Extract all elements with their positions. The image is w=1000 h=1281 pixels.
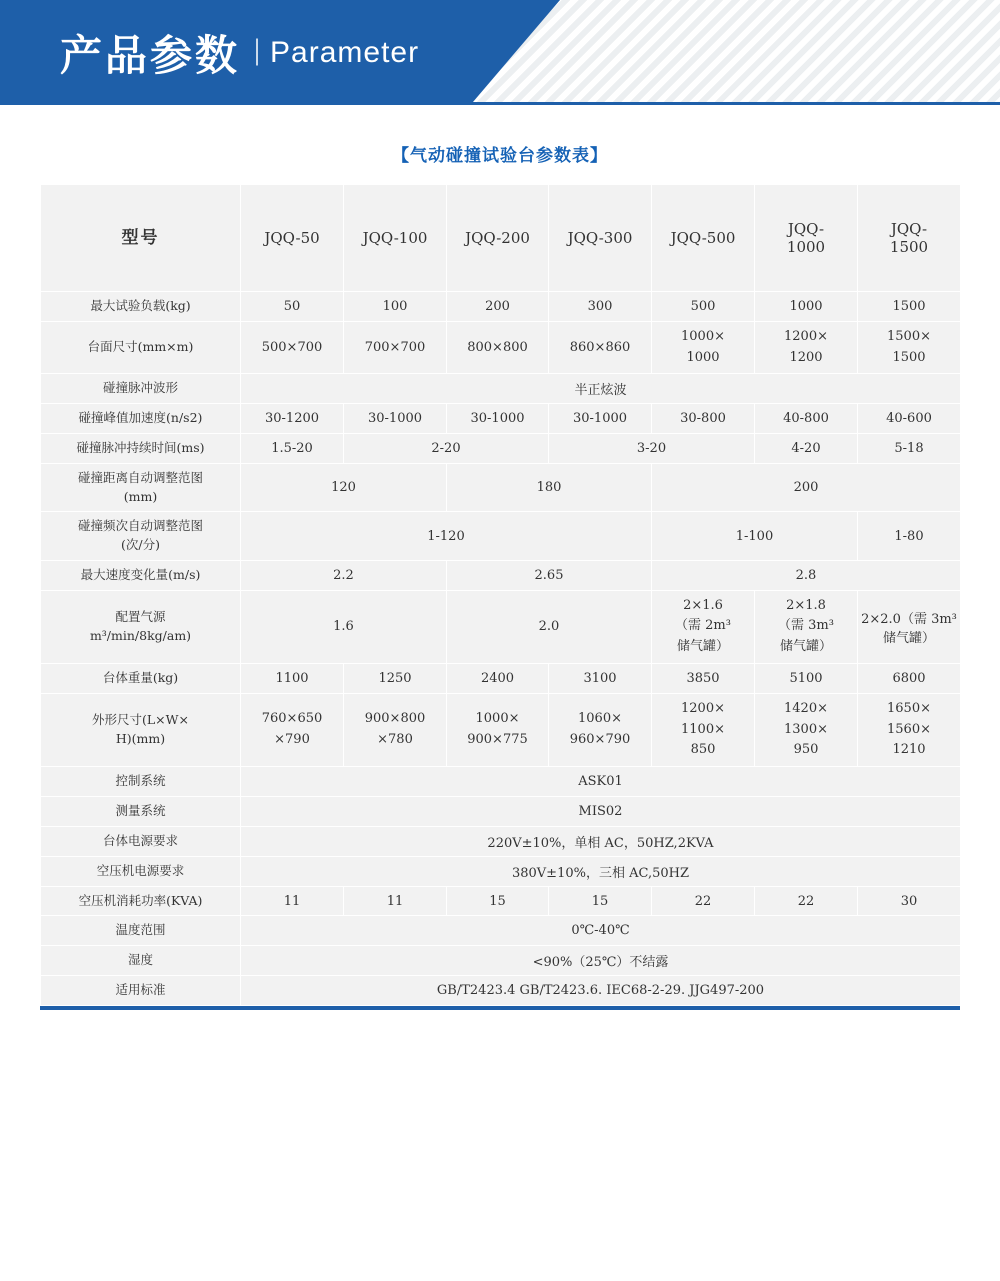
table-cell: 1.5-20 <box>241 434 344 464</box>
table-cell: 220V±10%，单相 AC，50HZ,2KVA <box>241 826 961 856</box>
model-header-cell: 型号 <box>41 185 241 292</box>
model-column-header: JQQ-300 <box>549 185 652 292</box>
table-cell: GB/T2423.4 GB/T2423.6. IEC68-2-29. JJG497-200 <box>241 976 961 1006</box>
row-label: 碰撞距离自动调整范图 (mm) <box>41 463 241 512</box>
table-cell: 5-18 <box>858 434 961 464</box>
table-cell: MIS02 <box>241 796 961 826</box>
table-cell: 2.65 <box>447 560 652 590</box>
table-cell: 1000 <box>755 292 858 322</box>
model-column-header: JQQ-500 <box>652 185 755 292</box>
table-cell: 1000× 1000 <box>652 321 755 374</box>
table-row <box>41 404 961 434</box>
table-cell: 200 <box>447 292 549 322</box>
table-cell: 2-20 <box>344 434 549 464</box>
row-label: 碰撞频次自动调整范图 (次/分) <box>41 512 241 561</box>
spec-table <box>40 184 961 1006</box>
table-row <box>41 321 961 374</box>
table-row <box>41 434 961 464</box>
table-row <box>41 767 961 797</box>
table-cell: 800×800 <box>447 321 549 374</box>
table-cell: 30 <box>858 886 961 916</box>
table-cell: 1420× 1300× 950 <box>755 693 858 766</box>
table-cell: <90%（25℃）不结露 <box>241 946 961 976</box>
table-cell: 30-800 <box>652 404 755 434</box>
table-cell: 40-800 <box>755 404 858 434</box>
model-column-header: JQQ-50 <box>241 185 344 292</box>
banner-title-cn: 产品参数 <box>60 30 241 80</box>
table-cell: 3100 <box>549 663 652 693</box>
table-cell: 15 <box>447 886 549 916</box>
table-cell: 半正炫波 <box>241 374 961 404</box>
table-row <box>41 374 961 404</box>
table-cell: 1-100 <box>652 512 858 561</box>
table-cell: 120 <box>241 463 447 512</box>
table-cell: 2.8 <box>652 560 961 590</box>
table-row <box>41 796 961 826</box>
row-label: 碰撞脉冲持续时间(ms) <box>41 434 241 464</box>
row-label: 空压机消耗功率(KVA) <box>41 886 241 916</box>
table-cell: 1100 <box>241 663 344 693</box>
row-label: 湿度 <box>41 946 241 976</box>
model-column-header: JQQ- 1500 <box>858 185 961 292</box>
table-cell: 11 <box>241 886 344 916</box>
table-cell: 2×1.8 （需 3m³ 储气罐） <box>755 590 858 663</box>
model-column-header: JQQ-100 <box>344 185 447 292</box>
table-cell: 11 <box>344 886 447 916</box>
table-cell: 1650× 1560× 1210 <box>858 693 961 766</box>
table-header-row <box>41 185 961 292</box>
table-cell: 3850 <box>652 663 755 693</box>
table-row <box>41 976 961 1006</box>
row-label: 最大速度变化量(m/s) <box>41 560 241 590</box>
table-cell: 2×2.0（需 3m³ 储气罐） <box>858 590 961 663</box>
table-cell: 2.2 <box>241 560 447 590</box>
table-cell: 2.0 <box>447 590 652 663</box>
row-label: 台体重量(kg) <box>41 663 241 693</box>
table-cell: 5100 <box>755 663 858 693</box>
row-label: 配置气源 m³/min/8kg/am) <box>41 590 241 663</box>
row-label: 台体电源要求 <box>41 826 241 856</box>
model-column-header: JQQ- 1000 <box>755 185 858 292</box>
row-label: 碰撞脉冲波形 <box>41 374 241 404</box>
table-cell: 4-20 <box>755 434 858 464</box>
table-row <box>41 826 961 856</box>
table-cell: 3-20 <box>549 434 755 464</box>
table-row <box>41 946 961 976</box>
table-cell: 1-80 <box>858 512 961 561</box>
row-label: 温度范围 <box>41 916 241 946</box>
row-label: 空压机电源要求 <box>41 856 241 886</box>
spec-table-wrapper <box>40 184 960 1006</box>
table-cell: 1200× 1100× 850 <box>652 693 755 766</box>
table-cell: 30-1000 <box>549 404 652 434</box>
table-cell: 30-1200 <box>241 404 344 434</box>
table-cell: 50 <box>241 292 344 322</box>
table-cell: 700×700 <box>344 321 447 374</box>
table-cell: 22 <box>755 886 858 916</box>
table-cell: 1500 <box>858 292 961 322</box>
table-cell: 200 <box>652 463 961 512</box>
table-cell: 760×650 ×790 <box>241 693 344 766</box>
table-cell: ASK01 <box>241 767 961 797</box>
table-row <box>41 590 961 663</box>
model-column-header: JQQ-200 <box>447 185 549 292</box>
table-row <box>41 512 961 561</box>
table-cell: 380V±10%，三相 AC,50HZ <box>241 856 961 886</box>
table-row <box>41 856 961 886</box>
table-row <box>41 463 961 512</box>
table-cell: 15 <box>549 886 652 916</box>
table-cell: 1500× 1500 <box>858 321 961 374</box>
table-cell: 860×860 <box>549 321 652 374</box>
table-cell: 1-120 <box>241 512 652 561</box>
row-label: 测量系统 <box>41 796 241 826</box>
table-cell: 100 <box>344 292 447 322</box>
table-cell: 2400 <box>447 663 549 693</box>
row-label: 适用标准 <box>41 976 241 1006</box>
page-header-banner <box>0 0 1000 105</box>
table-row <box>41 916 961 946</box>
table-cell: 40-600 <box>858 404 961 434</box>
banner-title-group <box>60 0 419 105</box>
table-cell: 1.6 <box>241 590 447 663</box>
row-label: 控制系统 <box>41 767 241 797</box>
table-cell: 500×700 <box>241 321 344 374</box>
table-cell: 6800 <box>858 663 961 693</box>
banner-separator: | <box>254 32 261 66</box>
table-row <box>41 663 961 693</box>
spec-table-title: 【气动碰撞试验台参数表】 <box>392 146 608 166</box>
row-label: 外形尺寸(L×W× H)(mm) <box>41 693 241 766</box>
row-label: 台面尺寸(mm×m) <box>41 321 241 374</box>
table-cell: 1000× 900×775 <box>447 693 549 766</box>
row-label: 碰撞峰值加速度(n/s2) <box>41 404 241 434</box>
table-cell: 500 <box>652 292 755 322</box>
table-cell: 300 <box>549 292 652 322</box>
table-row <box>41 560 961 590</box>
table-cell: 30-1000 <box>344 404 447 434</box>
banner-title-en: Parameter <box>270 35 420 69</box>
table-cell: 900×800 ×780 <box>344 693 447 766</box>
table-cell: 22 <box>652 886 755 916</box>
table-cell: 180 <box>447 463 652 512</box>
table-row <box>41 886 961 916</box>
table-cell: 1250 <box>344 663 447 693</box>
table-cell: 0℃-40℃ <box>241 916 961 946</box>
table-row <box>41 693 961 766</box>
table-cell: 2×1.6 （需 2m³ 储气罐） <box>652 590 755 663</box>
table-cell: 1200× 1200 <box>755 321 858 374</box>
row-label: 最大试验负载(kg) <box>41 292 241 322</box>
table-row <box>41 292 961 322</box>
table-cell: 30-1000 <box>447 404 549 434</box>
table-cell: 1060× 960×790 <box>549 693 652 766</box>
